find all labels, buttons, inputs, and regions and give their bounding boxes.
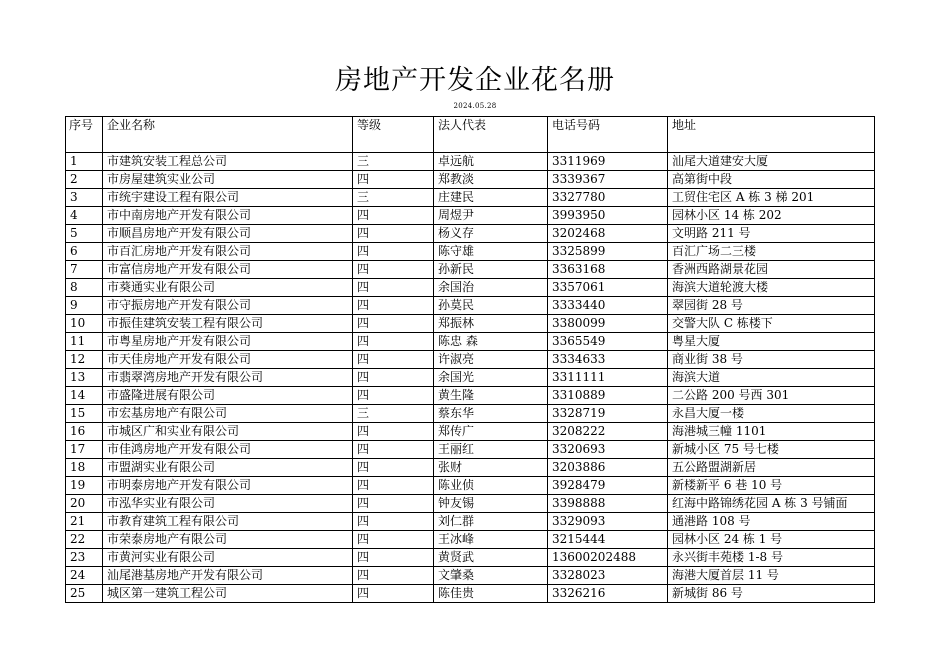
cell-phone: 3380099 xyxy=(548,315,668,333)
table-row xyxy=(66,495,875,513)
cell-grade: 四 xyxy=(353,423,434,441)
table-row xyxy=(66,441,875,459)
cell-seq: 20 xyxy=(66,495,103,513)
cell-company-name: 市宏基房地产有限公司 xyxy=(103,405,353,423)
cell-seq: 9 xyxy=(66,297,103,315)
cell-address: 永昌大厦一楼 xyxy=(668,405,875,423)
table-header-row xyxy=(66,117,875,153)
table-row xyxy=(66,315,875,333)
table-row xyxy=(66,423,875,441)
cell-legal-rep: 余国光 xyxy=(434,369,548,387)
cell-seq: 24 xyxy=(66,567,103,585)
cell-address: 工贸住宅区 A 栋 3 梯 201 xyxy=(668,189,875,207)
column-header-grade: 等级 xyxy=(353,117,434,153)
cell-grade: 四 xyxy=(353,549,434,567)
cell-grade: 四 xyxy=(353,351,434,369)
cell-phone: 3202468 xyxy=(548,225,668,243)
cell-company-name: 市葵通实业有限公司 xyxy=(103,279,353,297)
cell-company-name: 市教育建筑工程有限公司 xyxy=(103,513,353,531)
cell-seq: 8 xyxy=(66,279,103,297)
cell-grade: 三 xyxy=(353,405,434,423)
cell-seq: 7 xyxy=(66,261,103,279)
column-header-phone: 电话号码 xyxy=(548,117,668,153)
cell-seq: 19 xyxy=(66,477,103,495)
cell-grade: 四 xyxy=(353,297,434,315)
cell-address: 新城街 86 号 xyxy=(668,585,875,603)
cell-address: 海港城三幢 1101 xyxy=(668,423,875,441)
table-row xyxy=(66,333,875,351)
cell-legal-rep: 陈忠 森 xyxy=(434,333,548,351)
cell-seq: 13 xyxy=(66,369,103,387)
cell-company-name: 市泓华实业有限公司 xyxy=(103,495,353,513)
cell-company-name: 汕尾港基房地产开发有限公司 xyxy=(103,567,353,585)
cell-phone: 3320693 xyxy=(548,441,668,459)
cell-phone: 13600202488 xyxy=(548,549,668,567)
cell-company-name: 市粤星房地产开发有限公司 xyxy=(103,333,353,351)
cell-grade: 四 xyxy=(353,243,434,261)
table-row xyxy=(66,261,875,279)
cell-address: 红海中路锦绣花园 A 栋 3 号铺面 xyxy=(668,495,875,513)
cell-grade: 四 xyxy=(353,531,434,549)
cell-address: 二公路 200 号西 301 xyxy=(668,387,875,405)
table-row xyxy=(66,369,875,387)
cell-company-name: 市盟湖实业有限公司 xyxy=(103,459,353,477)
cell-phone: 3311111 xyxy=(548,369,668,387)
cell-address: 园林小区 24 栋 1 号 xyxy=(668,531,875,549)
cell-grade: 三 xyxy=(353,153,434,171)
cell-legal-rep: 许淑亮 xyxy=(434,351,548,369)
cell-address: 高第街中段 xyxy=(668,171,875,189)
cell-address: 海滨大道 xyxy=(668,369,875,387)
cell-legal-rep: 陈佳贵 xyxy=(434,585,548,603)
cell-phone: 3203886 xyxy=(548,459,668,477)
cell-address: 香洲西路湖景花园 xyxy=(668,261,875,279)
cell-phone: 3326216 xyxy=(548,585,668,603)
cell-address: 交警大队 C 栋楼下 xyxy=(668,315,875,333)
cell-phone: 3328719 xyxy=(548,405,668,423)
cell-seq: 18 xyxy=(66,459,103,477)
cell-seq: 10 xyxy=(66,315,103,333)
cell-company-name: 市房屋建筑实业公司 xyxy=(103,171,353,189)
cell-grade: 四 xyxy=(353,171,434,189)
cell-grade: 四 xyxy=(353,459,434,477)
column-header-name: 企业名称 xyxy=(103,117,353,153)
cell-grade: 四 xyxy=(353,387,434,405)
cell-address: 翠园街 28 号 xyxy=(668,297,875,315)
table-row xyxy=(66,387,875,405)
table-row xyxy=(66,297,875,315)
cell-grade: 四 xyxy=(353,369,434,387)
cell-address: 永兴街丰苑楼 1-8 号 xyxy=(668,549,875,567)
cell-legal-rep: 蔡东华 xyxy=(434,405,548,423)
cell-address: 通港路 108 号 xyxy=(668,513,875,531)
table-row xyxy=(66,171,875,189)
cell-grade: 四 xyxy=(353,585,434,603)
cell-grade: 四 xyxy=(353,207,434,225)
cell-phone: 3208222 xyxy=(548,423,668,441)
cell-seq: 2 xyxy=(66,171,103,189)
cell-address: 新楼新平 6 巷 10 号 xyxy=(668,477,875,495)
cell-phone: 3328023 xyxy=(548,567,668,585)
cell-legal-rep: 卓远航 xyxy=(434,153,548,171)
cell-grade: 四 xyxy=(353,513,434,531)
table-row xyxy=(66,351,875,369)
cell-seq: 4 xyxy=(66,207,103,225)
table-body xyxy=(66,153,875,603)
cell-company-name: 市百汇房地产开发有限公司 xyxy=(103,243,353,261)
table-row xyxy=(66,225,875,243)
cell-legal-rep: 王冰峰 xyxy=(434,531,548,549)
document-date: 2024.05.28 xyxy=(453,102,497,110)
cell-phone: 3310889 xyxy=(548,387,668,405)
cell-phone: 3365549 xyxy=(548,333,668,351)
column-header-address: 地址 xyxy=(668,117,875,153)
cell-company-name: 市盛隆进展有限公司 xyxy=(103,387,353,405)
cell-seq: 11 xyxy=(66,333,103,351)
table-row xyxy=(66,405,875,423)
cell-legal-rep: 刘仁群 xyxy=(434,513,548,531)
cell-company-name: 市明泰房地产开发有限公司 xyxy=(103,477,353,495)
table-row xyxy=(66,477,875,495)
cell-grade: 三 xyxy=(353,189,434,207)
cell-address: 粤星大厦 xyxy=(668,333,875,351)
cell-seq: 16 xyxy=(66,423,103,441)
cell-seq: 21 xyxy=(66,513,103,531)
cell-legal-rep: 郑振林 xyxy=(434,315,548,333)
cell-company-name: 市守振房地产开发有限公司 xyxy=(103,297,353,315)
cell-legal-rep: 王丽红 xyxy=(434,441,548,459)
cell-company-name: 市建筑安装工程总公司 xyxy=(103,153,353,171)
table-row xyxy=(66,279,875,297)
cell-grade: 四 xyxy=(353,315,434,333)
cell-address: 商业街 38 号 xyxy=(668,351,875,369)
cell-legal-rep: 郑教淡 xyxy=(434,171,548,189)
cell-seq: 14 xyxy=(66,387,103,405)
cell-company-name: 市佳鸿房地产开发有限公司 xyxy=(103,441,353,459)
cell-seq: 5 xyxy=(66,225,103,243)
cell-seq: 23 xyxy=(66,549,103,567)
table-row xyxy=(66,567,875,585)
cell-phone: 3363168 xyxy=(548,261,668,279)
cell-legal-rep: 张财 xyxy=(434,459,548,477)
cell-seq: 22 xyxy=(66,531,103,549)
cell-company-name: 市统宇建设工程有限公司 xyxy=(103,189,353,207)
table-row xyxy=(66,243,875,261)
cell-phone: 3357061 xyxy=(548,279,668,297)
cell-company-name: 市振佳建筑安装工程有限公司 xyxy=(103,315,353,333)
cell-seq: 25 xyxy=(66,585,103,603)
cell-address: 百汇广场二三楼 xyxy=(668,243,875,261)
cell-grade: 四 xyxy=(353,261,434,279)
cell-seq: 3 xyxy=(66,189,103,207)
cell-company-name: 市荣泰房地产有限公司 xyxy=(103,531,353,549)
cell-legal-rep: 郑传广 xyxy=(434,423,548,441)
cell-company-name: 市中南房地产开发有限公司 xyxy=(103,207,353,225)
cell-company-name: 市顺昌房地产开发有限公司 xyxy=(103,225,353,243)
cell-address: 海滨大道轮渡大楼 xyxy=(668,279,875,297)
cell-grade: 四 xyxy=(353,477,434,495)
cell-phone: 3928479 xyxy=(548,477,668,495)
cell-seq: 1 xyxy=(66,153,103,171)
column-header-seq: 序号 xyxy=(66,117,103,153)
cell-legal-rep: 周煜尹 xyxy=(434,207,548,225)
table-row xyxy=(66,513,875,531)
cell-grade: 四 xyxy=(353,333,434,351)
cell-phone: 3329093 xyxy=(548,513,668,531)
cell-phone: 3339367 xyxy=(548,171,668,189)
cell-legal-rep: 孙莫民 xyxy=(434,297,548,315)
cell-legal-rep: 文肇桑 xyxy=(434,567,548,585)
cell-address: 汕尾大道建安大厦 xyxy=(668,153,875,171)
cell-phone: 3311969 xyxy=(548,153,668,171)
table-row xyxy=(66,459,875,477)
table-row xyxy=(66,531,875,549)
cell-grade: 四 xyxy=(353,495,434,513)
cell-phone: 3215444 xyxy=(548,531,668,549)
cell-legal-rep: 庄建民 xyxy=(434,189,548,207)
cell-legal-rep: 余国治 xyxy=(434,279,548,297)
table-row xyxy=(66,585,875,603)
cell-seq: 12 xyxy=(66,351,103,369)
table-row xyxy=(66,207,875,225)
cell-company-name: 市翡翠湾房地产开发有限公司 xyxy=(103,369,353,387)
cell-company-name: 城区第一建筑工程公司 xyxy=(103,585,353,603)
cell-legal-rep: 黄生隆 xyxy=(434,387,548,405)
cell-legal-rep: 杨义存 xyxy=(434,225,548,243)
document-title: 房地产开发企业花名册 xyxy=(335,65,615,96)
cell-phone: 3327780 xyxy=(548,189,668,207)
cell-phone: 3334633 xyxy=(548,351,668,369)
cell-legal-rep: 孙新民 xyxy=(434,261,548,279)
cell-grade: 四 xyxy=(353,567,434,585)
cell-address: 五公路盟湖新居 xyxy=(668,459,875,477)
cell-address: 园林小区 14 栋 202 xyxy=(668,207,875,225)
table-row xyxy=(66,549,875,567)
cell-phone: 3333440 xyxy=(548,297,668,315)
cell-phone: 3398888 xyxy=(548,495,668,513)
cell-phone: 3325899 xyxy=(548,243,668,261)
enterprise-roster-table xyxy=(65,116,875,603)
table-row xyxy=(66,153,875,171)
cell-legal-rep: 陈业侦 xyxy=(434,477,548,495)
cell-address: 文明路 211 号 xyxy=(668,225,875,243)
cell-address: 新城小区 75 号七楼 xyxy=(668,441,875,459)
table-row xyxy=(66,189,875,207)
cell-seq: 6 xyxy=(66,243,103,261)
cell-seq: 17 xyxy=(66,441,103,459)
cell-company-name: 市天佳房地产开发有限公司 xyxy=(103,351,353,369)
cell-grade: 四 xyxy=(353,279,434,297)
cell-company-name: 市富信房地产开发有限公司 xyxy=(103,261,353,279)
cell-address: 海港大厦首层 11 号 xyxy=(668,567,875,585)
cell-seq: 15 xyxy=(66,405,103,423)
cell-legal-rep: 陈守雄 xyxy=(434,243,548,261)
cell-company-name: 市黄河实业有限公司 xyxy=(103,549,353,567)
column-header-rep: 法人代表 xyxy=(434,117,548,153)
cell-grade: 四 xyxy=(353,225,434,243)
cell-company-name: 市城区广和实业有限公司 xyxy=(103,423,353,441)
cell-phone: 3993950 xyxy=(548,207,668,225)
cell-legal-rep: 黄贤武 xyxy=(434,549,548,567)
cell-legal-rep: 钟友锡 xyxy=(434,495,548,513)
cell-grade: 四 xyxy=(353,441,434,459)
